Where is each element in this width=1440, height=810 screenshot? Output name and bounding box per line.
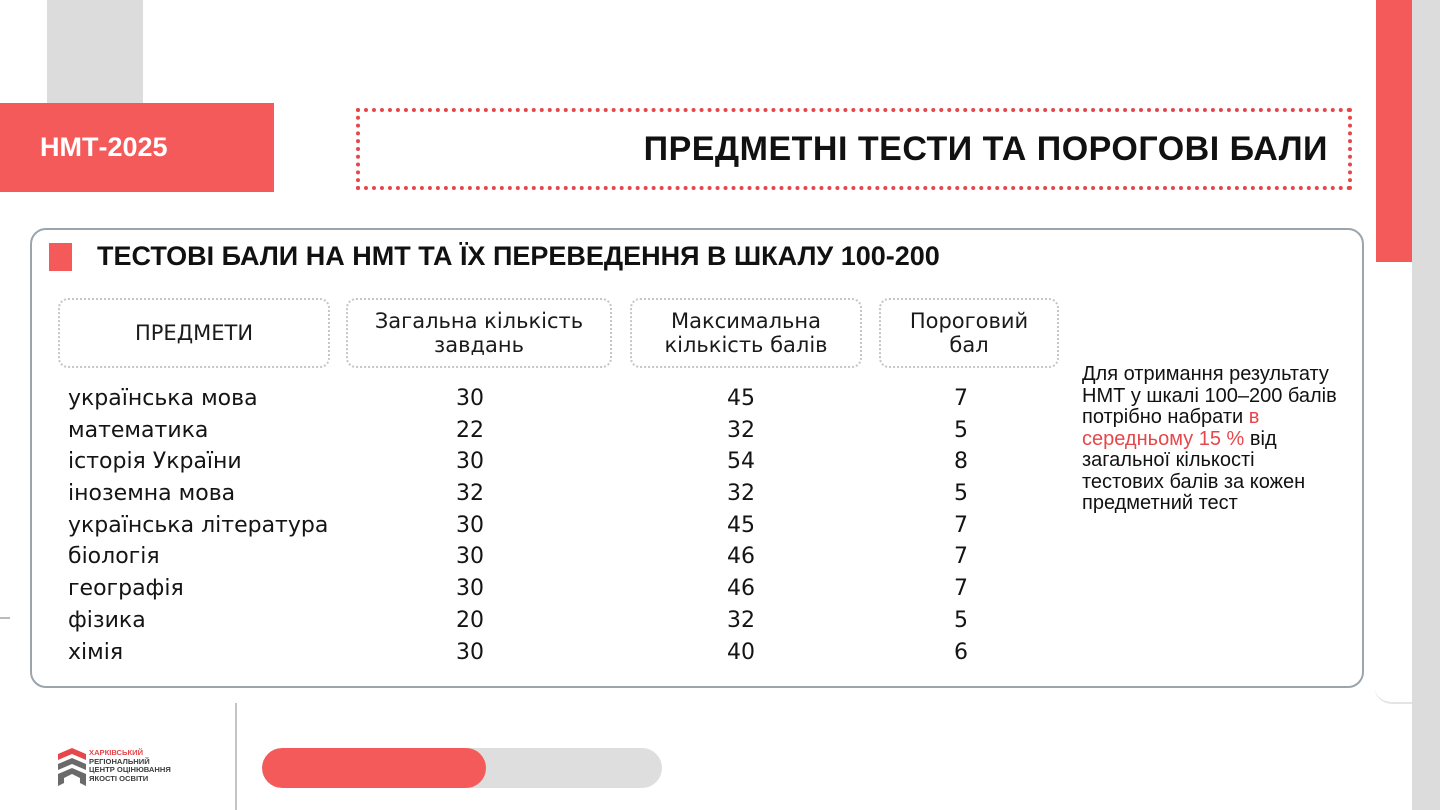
threshold-cell: 6 xyxy=(954,639,968,665)
threshold-cell: 5 xyxy=(954,607,968,633)
scores-table-body xyxy=(0,383,1060,668)
table-row xyxy=(0,541,1060,573)
tasks-cell: 22 xyxy=(456,417,484,443)
threshold-cell: 7 xyxy=(954,576,968,602)
subject-cell: хімія xyxy=(68,639,124,665)
threshold-cell: 7 xyxy=(954,386,968,411)
logo-line: ЯКОСТІ ОСВІТИ xyxy=(89,773,149,783)
decor-right-red-strip xyxy=(1376,0,1412,262)
logo-line: РЕГІОНАЛЬНИЙ xyxy=(89,756,150,766)
table-row xyxy=(0,478,1060,510)
tasks-cell: 20 xyxy=(456,607,484,633)
decor-right-gray-strip xyxy=(1412,0,1440,810)
card-title-marker xyxy=(49,243,72,271)
tasks-cell: 30 xyxy=(456,449,484,475)
subject-cell: українська мова xyxy=(68,386,258,411)
logo-text xyxy=(89,749,209,783)
subject-cell: історія України xyxy=(68,449,242,475)
slide-title: ПРЕДМЕТНІ ТЕСТИ ТА ПОРОГОВІ БАЛИ xyxy=(643,129,1328,168)
subject-cell: українська література xyxy=(68,512,329,538)
max-score-cell: 32 xyxy=(727,607,755,633)
tasks-cell: 30 xyxy=(456,576,484,602)
nmt-badge xyxy=(0,103,274,192)
max-score-cell: 32 xyxy=(727,481,755,507)
subject-cell: географія xyxy=(68,576,184,602)
logo-line: ЦЕНТР ОЦІНЮВАННЯ xyxy=(89,765,171,775)
max-score-cell: 46 xyxy=(727,576,755,602)
header-total-tasks: Загальна кількість завдань xyxy=(346,298,612,368)
logo-line: ХАРКІВСЬКИЙ xyxy=(89,748,144,757)
table-row xyxy=(0,446,1060,478)
threshold-note xyxy=(1082,364,1342,515)
table-row xyxy=(0,605,1060,637)
table-row xyxy=(0,573,1060,605)
decor-gray-top-bar xyxy=(47,0,143,104)
max-score-cell: 46 xyxy=(727,544,755,570)
max-score-cell: 54 xyxy=(727,449,755,475)
note-highlight: в середньому 15 % xyxy=(1082,406,1260,450)
max-score-cell: 45 xyxy=(727,386,755,411)
header-max-score: Максимальна кількість балів xyxy=(630,298,862,368)
subject-cell: біологія xyxy=(68,544,160,570)
slide-progress-bar xyxy=(262,748,662,788)
note-text: Для отримання результату НМТ у шкалі 100–200 балів потрібно набрати xyxy=(1082,363,1337,428)
table-row xyxy=(0,415,1060,447)
slide-title-frame xyxy=(356,108,1352,190)
subject-cell: фізика xyxy=(68,607,146,633)
header-threshold: Пороговий бал xyxy=(879,298,1059,368)
threshold-cell: 5 xyxy=(954,417,968,443)
decor-right-arc xyxy=(1374,262,1412,704)
slide-progress-fill xyxy=(262,748,486,788)
note-text-end: від загальної кількості тестових балів за кожен предметний тест xyxy=(1082,427,1306,514)
threshold-cell: 5 xyxy=(954,481,968,507)
footer-divider xyxy=(235,703,237,810)
max-score-cell: 45 xyxy=(727,512,755,538)
header-subjects: ПРЕДМЕТИ xyxy=(58,298,330,368)
tasks-cell: 30 xyxy=(456,512,484,538)
table-row xyxy=(0,383,1060,415)
max-score-cell: 40 xyxy=(727,639,755,665)
badge-label: НМТ-2025 xyxy=(40,132,168,162)
table-row xyxy=(0,510,1060,542)
tasks-cell: 30 xyxy=(456,544,484,570)
tasks-cell: 32 xyxy=(456,481,484,507)
threshold-cell: 7 xyxy=(954,544,968,570)
threshold-cell: 8 xyxy=(954,449,968,475)
table-row xyxy=(0,637,1060,669)
tasks-cell: 30 xyxy=(456,386,484,411)
subject-cell: математика xyxy=(68,417,209,443)
threshold-cell: 7 xyxy=(954,512,968,538)
subject-cell: іноземна мова xyxy=(68,481,236,507)
card-title: ТЕСТОВІ БАЛИ НА НМТ ТА ЇХ ПЕРЕВЕДЕННЯ В ШКАЛУ 100-200 xyxy=(97,241,940,271)
max-score-cell: 32 xyxy=(727,417,755,443)
tasks-cell: 30 xyxy=(456,639,484,665)
